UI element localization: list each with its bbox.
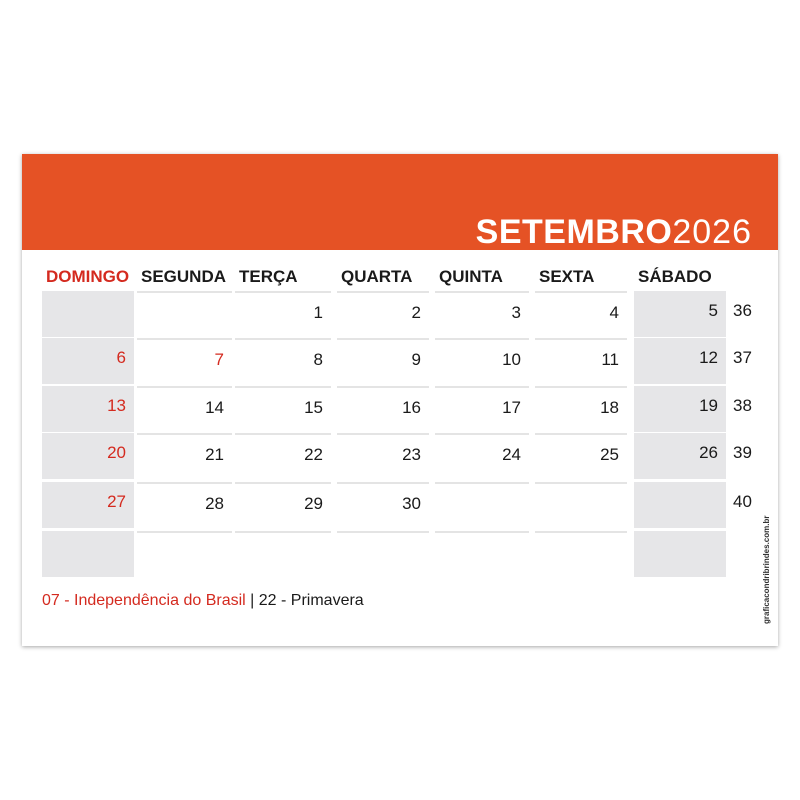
day-cell bbox=[435, 531, 529, 577]
week-number: 37 bbox=[733, 348, 752, 367]
day-cell bbox=[634, 433, 726, 479]
week-number: 39 bbox=[733, 443, 752, 462]
holiday-notes bbox=[42, 592, 364, 610]
day-number: 18 bbox=[600, 398, 619, 417]
day-number: 23 bbox=[402, 445, 421, 464]
day-number: 1 bbox=[313, 303, 323, 322]
day-cell bbox=[42, 482, 134, 528]
season-note: 22 - Primavera bbox=[258, 592, 364, 609]
day-number: 30 bbox=[402, 494, 421, 513]
day-cell bbox=[42, 433, 134, 479]
day-number: 4 bbox=[609, 303, 619, 322]
day-number: 6 bbox=[116, 348, 126, 367]
day-number: 13 bbox=[107, 396, 126, 415]
weekday-header-sexta: SEXTA bbox=[539, 267, 595, 286]
day-cell bbox=[42, 386, 134, 432]
day-cell bbox=[634, 338, 726, 384]
day-cell bbox=[235, 291, 331, 337]
day-cell bbox=[634, 531, 726, 577]
day-cell bbox=[137, 291, 232, 337]
day-number: 21 bbox=[205, 445, 224, 464]
weekday-header-quinta: QUINTA bbox=[439, 267, 503, 286]
calendar-header bbox=[22, 154, 778, 250]
day-number: 26 bbox=[699, 443, 718, 462]
day-number: 17 bbox=[502, 398, 521, 417]
month-year-title bbox=[476, 212, 752, 252]
day-cell bbox=[235, 386, 331, 432]
day-cell bbox=[435, 482, 529, 528]
website-text: graficacondribrindes.com.br bbox=[762, 515, 771, 624]
day-number: 19 bbox=[699, 396, 718, 415]
day-number: 2 bbox=[411, 303, 421, 322]
day-cell bbox=[337, 531, 429, 577]
day-number: 29 bbox=[304, 494, 323, 513]
day-cell bbox=[535, 338, 627, 384]
week-number: 40 bbox=[733, 492, 752, 511]
day-number: 3 bbox=[511, 303, 521, 322]
weekday-header-sabado: SÁBADO bbox=[638, 267, 712, 286]
day-cell bbox=[137, 531, 232, 577]
day-number: 20 bbox=[107, 443, 126, 462]
day-cell bbox=[337, 338, 429, 384]
day-cell bbox=[634, 291, 726, 337]
weekday-header-quarta: QUARTA bbox=[341, 267, 413, 286]
day-cell bbox=[337, 482, 429, 528]
month-name: SETEMBRO bbox=[475, 213, 673, 251]
day-number: 5 bbox=[708, 301, 718, 320]
holiday-note: 07 - Independência do Brasil bbox=[42, 592, 246, 609]
day-cell bbox=[337, 386, 429, 432]
day-cell bbox=[137, 338, 232, 384]
day-cell bbox=[435, 291, 529, 337]
week-number: 36 bbox=[733, 301, 752, 320]
day-cell bbox=[137, 482, 232, 528]
day-cell bbox=[42, 291, 134, 337]
day-number: 12 bbox=[699, 348, 718, 367]
day-number: 24 bbox=[502, 445, 521, 464]
day-number: 16 bbox=[402, 398, 421, 417]
day-cell bbox=[634, 482, 726, 528]
day-number: 28 bbox=[205, 494, 224, 513]
weekday-header-domingo: DOMINGO bbox=[46, 267, 130, 286]
weekday-header-segunda: SEGUNDA bbox=[141, 267, 227, 286]
day-cell bbox=[337, 291, 429, 337]
day-cell bbox=[137, 386, 232, 432]
day-number: 25 bbox=[600, 445, 619, 464]
day-cell bbox=[634, 386, 726, 432]
year: 2026 bbox=[672, 213, 752, 251]
day-cell bbox=[535, 531, 627, 577]
day-cell bbox=[535, 386, 627, 432]
day-number: 10 bbox=[502, 350, 521, 369]
day-number: 14 bbox=[205, 398, 224, 417]
day-cell bbox=[235, 482, 331, 528]
note-separator: | bbox=[250, 592, 255, 609]
day-cell bbox=[535, 291, 627, 337]
day-cell bbox=[235, 433, 331, 479]
day-cell bbox=[535, 433, 627, 479]
day-number: 11 bbox=[601, 350, 619, 369]
day-number: 22 bbox=[304, 445, 323, 464]
weekday-header-terca: TERÇA bbox=[239, 267, 298, 286]
day-number: 9 bbox=[411, 350, 421, 369]
calendar-card bbox=[22, 154, 778, 646]
day-cell bbox=[535, 482, 627, 528]
day-cell bbox=[42, 531, 134, 577]
day-cell bbox=[435, 338, 529, 384]
day-number: 27 bbox=[107, 492, 126, 511]
day-cell bbox=[42, 338, 134, 384]
day-number: 15 bbox=[304, 398, 323, 417]
day-cell bbox=[235, 338, 331, 384]
day-number: 7 bbox=[214, 350, 224, 369]
day-cell bbox=[137, 433, 232, 479]
day-cell bbox=[435, 386, 529, 432]
day-cell bbox=[235, 531, 331, 577]
day-cell bbox=[337, 433, 429, 479]
day-number: 8 bbox=[313, 350, 323, 369]
week-number: 38 bbox=[733, 396, 752, 415]
day-cell bbox=[435, 433, 529, 479]
